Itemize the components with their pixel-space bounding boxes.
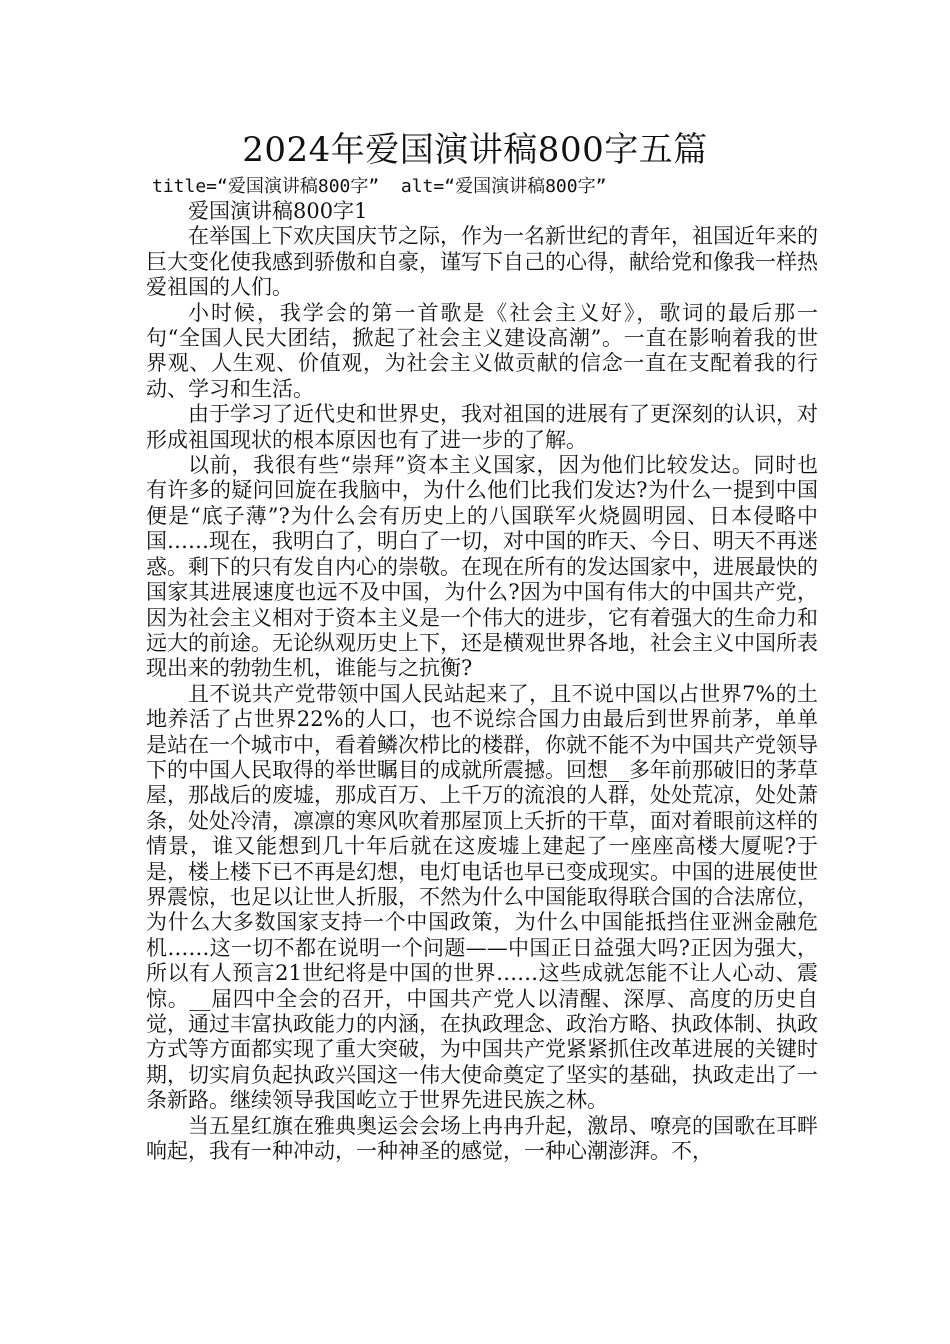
paragraph-2: 小时候，我学会的第一首歌是《社会主义好》，歌词的最后那一句“全国人民大团结，掀起了社会主义建设高潮”。一直在影响着我的世界观、人生观、价值观，为社会主义做贡献的信念一直在支配着我的行动、学习和生活。 — [146, 300, 818, 401]
section-heading: 爱国演讲稿800字1 — [188, 199, 368, 223]
paragraph-3: 由于学习了近代史和世界史，我对祖国的进展有了更深刻的认识，对形成祖国现状的根本原因也有了进一步的了解。 — [146, 402, 818, 452]
paragraph-6: 当五星红旗在雅典奥运会会场上冉冉升起，激昂、嘹亮的国歌在耳畔响起，我有一种冲动，一种神圣的感觉，一种心潮澎湃。不， — [146, 1113, 818, 1164]
document-title: 2024年爱国演讲稿800字五篇 — [242, 130, 708, 170]
paragraph-4: 以前，我很有些“崇拜”资本主义国家，因为他们比较发达。同时也有许多的疑问回旋在我脑中，为什么他们比我们发达?为什么一提到中国便是“底子薄”?为什么会有历史上的八国联军火烧圆明园、日本侵略中国……现在，我明白了，明白了一切，对中国的昨天、今日、明天不再迷惑。剩下的只有发自内心的崇敬。在现在所有的发达国家中，进展最快的国家其进展速度也远不及中国，为什么?因为中国有伟大的中国共产党，因为社会主义相对于资本主义是一个伟大的进步，它有着强大的生命力和远大的前途。无论纵观历史上下，还是横观世界各地，社会主义中国所表现出来的勃勃生机，谁能与之抗衡? — [146, 453, 818, 681]
paragraph-5: 且不说共产党带领中国人民站起来了，且不说中国以占世界7%的土地养活了占世界22%的人口，也不说综合国力由最后到世界前茅，单单是站在一个城市中，看着鳞次栉比的楼群，你就不能不为中国共产党领导下的中国人民取得的举世瞩目的成就所震撼。回想__多年前那破旧的茅草屋，那战后的废墟，那成百万、上千万的流浪的人群，处处荒凉，处处萧条，处处冷清，凛凛的寒风吹着那屋顶上夭折的干草，面对着眼前这样的情景，谁又能想到几十年后就在这废墟上建起了一座座高楼大厦呢?于是，楼上楼下已不再是幻想，电灯电话也早已变成现实。中国的进展使世界震惊，也足以让世人折服，不然为什么中国能取得联合国的合法席位，为什么大多数国家支持一个中国政策，为什么中国能抵挡住亚洲金融危机……这一切不都在说明一个问题——中国正日益强大吗?正因为强大，所以有人预言21世纪将是中国的世界……这些成就怎能不让人心动、震惊。__届四中全会的召开，中国共产党人以清醒、深厚、高度的历史自觉，通过丰富执政能力的内涵，在执政理念、政治方略、执政体制、执政方式等方面都实现了重大突破，为中国共产党紧紧抓住改革进展的关键时期，切实肩负起执政兴国这一伟大使命奠定了坚实的基础，执政走出了一条新路。继续领导我国屹立于世界先进民族之林。 — [146, 681, 818, 1113]
image-meta-line: title=“爱国演讲稿800字” alt=“爱国演讲稿800字” — [152, 176, 607, 197]
paragraph-1: 在举国上下欢庆国庆节之际，作为一名新世纪的青年，祖国近年来的巨大变化使我感到骄傲和自豪，谨写下自己的心得，献给党和像我一样热爱祖国的人们。 — [146, 224, 818, 300]
document-body — [146, 199, 818, 1164]
